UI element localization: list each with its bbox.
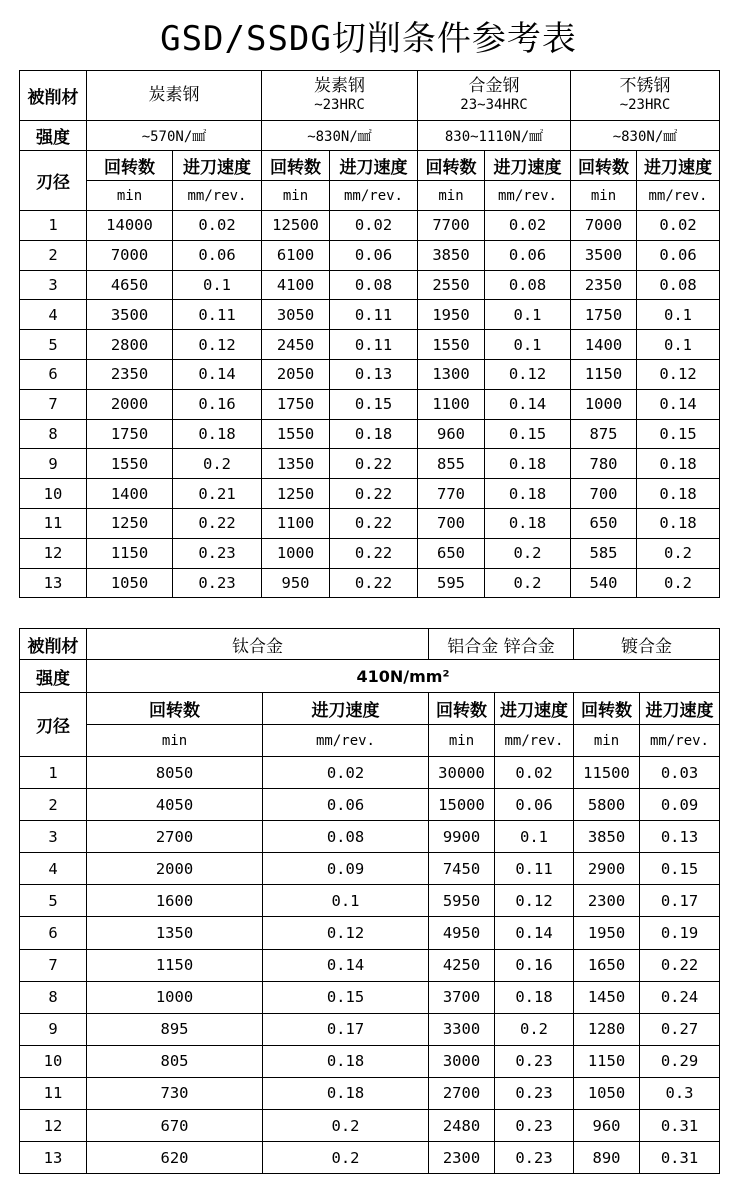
diameter-label: 刃径 [20,151,87,211]
speed-cell: 1350 [87,917,263,949]
feed-cell: 0.18 [485,479,571,509]
feed-cell: 0.15 [263,981,429,1013]
feed-cell: 0.15 [485,419,571,449]
feed-cell: 0.06 [495,789,574,821]
feed-cell: 0.1 [173,270,262,300]
feed-cell: 0.18 [330,419,418,449]
speed-cell: 1250 [262,479,330,509]
table-row [20,885,720,917]
speed-cell: 1400 [571,330,637,360]
feed-cell: 0.22 [173,508,262,538]
speed-cell: 9900 [429,821,495,853]
speed-cell: 4950 [429,917,495,949]
speed-cell: 4100 [262,270,330,300]
speed-cell: 960 [418,419,485,449]
speed-cell: 1050 [574,1077,640,1109]
diameter-cell: 8 [20,419,87,449]
speed-cell: 670 [87,1110,263,1142]
table-row [20,568,720,598]
speed-cell: 3850 [574,821,640,853]
feed-cell: 0.22 [330,479,418,509]
speed-cell: 2000 [87,389,173,419]
speed-cell: 8050 [87,757,263,789]
feed-cell: 0.31 [640,1110,720,1142]
speed-cell: 7000 [87,240,173,270]
speed-unit: min [418,181,485,211]
feed-header: 进刀速度 [485,151,571,181]
feed-cell: 0.15 [637,419,720,449]
diameter-cell: 6 [20,917,87,949]
table-row [20,538,720,568]
feed-cell: 0.21 [173,479,262,509]
feed-cell: 0.14 [637,389,720,419]
feed-header: 进刀速度 [173,151,262,181]
speed-cell: 2300 [574,885,640,917]
feed-cell: 0.18 [485,508,571,538]
speed-cell: 895 [87,1013,263,1045]
strength-label: 强度 [20,660,87,693]
feed-cell: 0.08 [485,270,571,300]
speed-cell: 585 [571,538,637,568]
feed-cell: 0.18 [263,1077,429,1109]
feed-cell: 0.18 [637,508,720,538]
feed-unit: mm/rev. [640,725,720,757]
feed-cell: 0.1 [485,300,571,330]
speed-cell: 650 [418,538,485,568]
diameter-cell: 1 [20,757,87,789]
speed-cell: 700 [418,508,485,538]
speed-unit: min [87,725,263,757]
diameter-cell: 11 [20,508,87,538]
speed-cell: 1750 [571,300,637,330]
feed-cell: 0.16 [495,949,574,981]
speed-cell: 11500 [574,757,640,789]
feed-cell: 0.2 [485,568,571,598]
feed-cell: 0.23 [495,1077,574,1109]
speed-cell: 1150 [574,1045,640,1077]
feed-cell: 0.12 [173,330,262,360]
table-row [20,270,720,300]
page-title: GSD/SSDG切削条件参考表 [160,19,577,59]
feed-cell: 0.18 [173,419,262,449]
feed-cell: 0.13 [330,359,418,389]
feed-unit: mm/rev. [263,725,429,757]
speed-cell: 30000 [429,757,495,789]
feed-cell: 0.23 [173,568,262,598]
speed-unit: min [574,725,640,757]
diameter-cell: 3 [20,270,87,300]
speed-cell: 3000 [429,1045,495,1077]
feed-cell: 0.11 [495,853,574,885]
feed-cell: 0.06 [330,240,418,270]
diameter-cell: 13 [20,568,87,598]
feed-cell: 0.09 [640,789,720,821]
speed-cell: 1450 [574,981,640,1013]
feed-cell: 0.18 [637,479,720,509]
diameter-cell: 2 [20,240,87,270]
speed-unit: min [429,725,495,757]
diameter-cell: 7 [20,389,87,419]
cutting-conditions-table-steel [19,70,720,598]
speed-cell: 7000 [571,211,637,241]
material-label: 被削材 [20,629,87,660]
material-header: 合金钢 23~34HRC [418,71,571,121]
speed-cell: 1100 [262,508,330,538]
feed-unit: mm/rev. [637,181,720,211]
speed-cell: 620 [87,1142,263,1174]
speed-cell: 890 [574,1142,640,1174]
speed-header: 回转数 [262,151,330,181]
speed-cell: 1950 [574,917,640,949]
table-row [20,1045,720,1077]
speed-cell: 1000 [571,389,637,419]
speed-cell: 7450 [429,853,495,885]
feed-header: 进刀速度 [263,693,429,725]
speed-cell: 4650 [87,270,173,300]
speed-cell: 4250 [429,949,495,981]
feed-cell: 0.2 [495,1013,574,1045]
speed-cell: 805 [87,1045,263,1077]
feed-cell: 0.13 [640,821,720,853]
feed-cell: 0.06 [485,240,571,270]
speed-cell: 855 [418,449,485,479]
speed-header: 回转数 [571,151,637,181]
diameter-cell: 11 [20,1077,87,1109]
cutting-conditions-table-alloy [19,628,720,1174]
speed-cell: 1150 [571,359,637,389]
feed-cell: 0.22 [330,568,418,598]
speed-cell: 1150 [87,538,173,568]
feed-cell: 0.11 [330,300,418,330]
speed-cell: 1650 [574,949,640,981]
table-row [20,1077,720,1109]
feed-header: 进刀速度 [637,151,720,181]
speed-cell: 1550 [87,449,173,479]
speed-cell: 2900 [574,853,640,885]
speed-cell: 770 [418,479,485,509]
speed-cell: 1250 [87,508,173,538]
feed-cell: 0.22 [640,949,720,981]
speed-cell: 4050 [87,789,263,821]
speed-cell: 1150 [87,949,263,981]
speed-cell: 14000 [87,211,173,241]
diameter-cell: 13 [20,1142,87,1174]
feed-header: 进刀速度 [330,151,418,181]
material-header: 炭素钢 ~23HRC [262,71,418,121]
speed-cell: 1550 [262,419,330,449]
feed-cell: 0.02 [330,211,418,241]
diameter-label: 刃径 [20,693,87,757]
speed-cell: 1000 [87,981,263,1013]
feed-cell: 0.19 [640,917,720,949]
speed-cell: 2350 [571,270,637,300]
feed-cell: 0.23 [495,1045,574,1077]
speed-cell: 950 [262,568,330,598]
diameter-cell: 10 [20,479,87,509]
speed-unit: min [87,181,173,211]
feed-cell: 0.15 [640,853,720,885]
speed-cell: 2350 [87,359,173,389]
feed-cell: 0.18 [495,981,574,1013]
speed-cell: 7700 [418,211,485,241]
feed-cell: 0.23 [495,1110,574,1142]
table-row [20,1013,720,1045]
table-row [20,389,720,419]
speed-cell: 3050 [262,300,330,330]
feed-cell: 0.08 [637,270,720,300]
diameter-cell: 10 [20,1045,87,1077]
speed-cell: 2800 [87,330,173,360]
feed-unit: mm/rev. [485,181,571,211]
table-row [20,479,720,509]
table-row [20,917,720,949]
material-header: 钛合金 [87,629,429,660]
feed-cell: 0.09 [263,853,429,885]
table-row [20,981,720,1013]
feed-cell: 0.12 [485,359,571,389]
speed-cell: 5950 [429,885,495,917]
feed-cell: 0.11 [330,330,418,360]
feed-cell: 0.08 [330,270,418,300]
strength-value: ~830N/㎟ [262,121,418,151]
feed-cell: 0.2 [173,449,262,479]
feed-cell: 0.27 [640,1013,720,1045]
speed-cell: 2050 [262,359,330,389]
feed-cell: 0.15 [330,389,418,419]
table-row [20,1142,720,1174]
feed-cell: 0.1 [637,300,720,330]
speed-cell: 730 [87,1077,263,1109]
speed-cell: 1400 [87,479,173,509]
speed-cell: 1300 [418,359,485,389]
feed-cell: 0.14 [173,359,262,389]
table-row [20,757,720,789]
feed-unit: mm/rev. [495,725,574,757]
feed-cell: 0.2 [637,538,720,568]
speed-header: 回转数 [87,693,263,725]
strength-value: 410N/mm² [87,660,720,693]
speed-cell: 6100 [262,240,330,270]
speed-cell: 1750 [262,389,330,419]
feed-cell: 0.2 [637,568,720,598]
table-row [20,419,720,449]
feed-cell: 0.14 [263,949,429,981]
feed-cell: 0.23 [173,538,262,568]
speed-cell: 1950 [418,300,485,330]
speed-cell: 1100 [418,389,485,419]
feed-cell: 0.18 [263,1045,429,1077]
speed-cell: 3500 [87,300,173,330]
feed-cell: 0.18 [637,449,720,479]
feed-cell: 0.02 [495,757,574,789]
material-header: 不锈钢 ~23HRC [571,71,720,121]
speed-cell: 15000 [429,789,495,821]
feed-cell: 0.02 [173,211,262,241]
feed-header: 进刀速度 [495,693,574,725]
speed-header: 回转数 [418,151,485,181]
feed-unit: mm/rev. [330,181,418,211]
speed-unit: min [571,181,637,211]
diameter-cell: 8 [20,981,87,1013]
diameter-cell: 2 [20,789,87,821]
table-row [20,821,720,853]
feed-cell: 0.23 [495,1142,574,1174]
feed-cell: 0.31 [640,1142,720,1174]
speed-header: 回转数 [429,693,495,725]
speed-cell: 2000 [87,853,263,885]
speed-cell: 3300 [429,1013,495,1045]
feed-cell: 0.1 [485,330,571,360]
speed-cell: 3700 [429,981,495,1013]
strength-label: 强度 [20,121,87,151]
diameter-cell: 9 [20,449,87,479]
table-row [20,1110,720,1142]
table-row [20,789,720,821]
feed-cell: 0.12 [495,885,574,917]
material-header: 炭素钢 [87,71,262,121]
feed-cell: 0.1 [637,330,720,360]
feed-cell: 0.02 [263,757,429,789]
speed-cell: 2550 [418,270,485,300]
speed-cell: 5800 [574,789,640,821]
feed-cell: 0.06 [263,789,429,821]
speed-unit: min [262,181,330,211]
speed-cell: 700 [571,479,637,509]
speed-cell: 2700 [429,1077,495,1109]
speed-cell: 1550 [418,330,485,360]
speed-cell: 1000 [262,538,330,568]
speed-cell: 1280 [574,1013,640,1045]
feed-cell: 0.2 [485,538,571,568]
feed-cell: 0.22 [330,508,418,538]
feed-cell: 0.18 [485,449,571,479]
diameter-cell: 7 [20,949,87,981]
table-row [20,330,720,360]
strength-value: ~570N/㎟ [87,121,262,151]
diameter-cell: 12 [20,1110,87,1142]
table-row [20,359,720,389]
feed-cell: 0.17 [263,1013,429,1045]
speed-cell: 1350 [262,449,330,479]
diameter-cell: 1 [20,211,87,241]
diameter-cell: 5 [20,330,87,360]
speed-cell: 540 [571,568,637,598]
table-row [20,949,720,981]
speed-cell: 2450 [262,330,330,360]
speed-cell: 3500 [571,240,637,270]
speed-cell: 875 [571,419,637,449]
table-row [20,449,720,479]
feed-cell: 0.24 [640,981,720,1013]
diameter-cell: 5 [20,885,87,917]
strength-value: 830~1110N/㎟ [418,121,571,151]
feed-cell: 0.06 [637,240,720,270]
feed-cell: 0.16 [173,389,262,419]
speed-cell: 1600 [87,885,263,917]
strength-value: ~830N/㎟ [571,121,720,151]
material-label: 被削材 [20,71,87,121]
feed-cell: 0.17 [640,885,720,917]
speed-cell: 2480 [429,1110,495,1142]
speed-cell: 2700 [87,821,263,853]
speed-cell: 595 [418,568,485,598]
feed-cell: 0.14 [485,389,571,419]
speed-cell: 2300 [429,1142,495,1174]
feed-cell: 0.14 [495,917,574,949]
speed-cell: 3850 [418,240,485,270]
table-row [20,211,720,241]
material-header: 铝合金 锌合金 [429,629,574,660]
speed-cell: 650 [571,508,637,538]
feed-cell: 0.2 [263,1142,429,1174]
speed-cell: 960 [574,1110,640,1142]
feed-cell: 0.03 [640,757,720,789]
feed-cell: 0.29 [640,1045,720,1077]
table-row [20,240,720,270]
table-row [20,300,720,330]
diameter-cell: 4 [20,300,87,330]
feed-unit: mm/rev. [173,181,262,211]
diameter-cell: 9 [20,1013,87,1045]
feed-cell: 0.06 [173,240,262,270]
table-row [20,508,720,538]
feed-cell: 0.22 [330,449,418,479]
diameter-cell: 6 [20,359,87,389]
material-header: 镀合金 [574,629,720,660]
speed-header: 回转数 [574,693,640,725]
diameter-cell: 4 [20,853,87,885]
feed-cell: 0.11 [173,300,262,330]
feed-cell: 0.12 [263,917,429,949]
feed-cell: 0.1 [263,885,429,917]
speed-cell: 12500 [262,211,330,241]
feed-cell: 0.12 [637,359,720,389]
feed-cell: 0.08 [263,821,429,853]
feed-header: 进刀速度 [640,693,720,725]
feed-cell: 0.2 [263,1110,429,1142]
feed-cell: 0.22 [330,538,418,568]
feed-cell: 0.02 [485,211,571,241]
diameter-cell: 3 [20,821,87,853]
speed-cell: 1050 [87,568,173,598]
speed-cell: 780 [571,449,637,479]
table-row [20,853,720,885]
feed-cell: 0.02 [637,211,720,241]
speed-cell: 1750 [87,419,173,449]
diameter-cell: 12 [20,538,87,568]
feed-cell: 0.3 [640,1077,720,1109]
feed-cell: 0.1 [495,821,574,853]
speed-header: 回转数 [87,151,173,181]
